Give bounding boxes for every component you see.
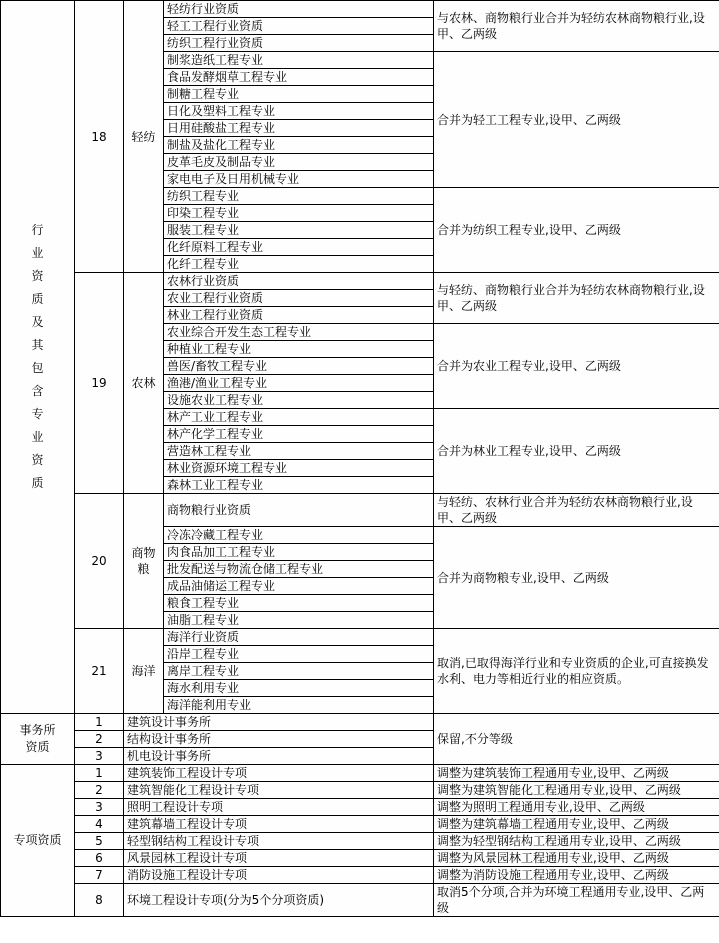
qualification-item-cell-text: 林业资源环境工程专业 — [167, 461, 288, 475]
qualification-item-cell — [124, 799, 434, 816]
row-number-cell — [75, 765, 124, 782]
qualification-item-cell — [124, 714, 434, 731]
table-row — [1, 867, 719, 884]
qualification-item-cell — [164, 256, 434, 273]
qualification-item-cell — [164, 341, 434, 358]
qualification-item-cell — [124, 748, 434, 765]
note-cell — [434, 833, 719, 850]
qualification-item-cell-text: 肉食品加工工程专业 — [167, 545, 276, 559]
row-number-cell — [75, 629, 124, 714]
row-number-cell — [75, 748, 124, 765]
table-row — [1, 799, 719, 816]
row-number-cell — [75, 833, 124, 850]
industry-cell-text: 农林 — [131, 376, 156, 390]
qual-table-body — [1, 1, 719, 917]
note-cell-text: 调整为消防设施工程通用专业,设甲、乙两级 — [437, 868, 669, 882]
table-row — [1, 273, 719, 290]
qualification-item-cell — [124, 816, 434, 833]
qualification-item-cell-text: 海洋能利用专业 — [167, 698, 252, 712]
note-cell-text: 调整为轻型钢结构工程通用专业,设甲、乙两级 — [437, 834, 681, 848]
qualification-item-cell — [164, 527, 434, 544]
qualification-item-cell-text: 建筑幕墙工程设计专项 — [127, 817, 248, 831]
row-number-cell — [75, 714, 124, 731]
qualification-item-cell-text: 林产化学工程专业 — [167, 427, 264, 441]
note-cell — [434, 273, 719, 324]
row-number-cell — [75, 782, 124, 799]
qualification-item-cell — [164, 69, 434, 86]
category-cell-text: 行业资质及其包含专业资质 — [31, 223, 44, 490]
note-cell — [434, 527, 719, 629]
note-cell-text: 合并为农业工程专业,设甲、乙两级 — [437, 359, 621, 373]
row-number-cell — [75, 731, 124, 748]
qualification-item-cell-text: 林业工程行业资质 — [167, 308, 264, 322]
qualification-item-cell — [164, 18, 434, 35]
qualification-item-cell — [164, 307, 434, 324]
industry-cell-text: 海洋 — [131, 664, 156, 678]
table-row — [1, 765, 719, 782]
qualification-item-cell — [124, 833, 434, 850]
row-number-cell — [75, 494, 124, 629]
qualification-item-cell — [164, 120, 434, 137]
note-cell — [434, 799, 719, 816]
row-number-cell-text: 3 — [95, 749, 103, 763]
qualification-item-cell-text: 油脂工程专业 — [167, 613, 240, 627]
qualification-item-cell-text: 商物粮行业资质 — [167, 503, 252, 517]
note-cell-text: 合并为林业工程专业,设甲、乙两级 — [437, 444, 621, 458]
industry-cell — [124, 494, 164, 629]
qualification-item-cell — [164, 358, 434, 375]
note-cell-text: 调整为风景园林工程通用专业,设甲、乙两级 — [437, 851, 669, 865]
qualification-item-cell — [164, 392, 434, 409]
row-number-cell-text: 3 — [95, 800, 103, 814]
row-number-cell-text: 5 — [95, 834, 103, 848]
qualification-item-cell-text: 农业工程行业资质 — [167, 291, 264, 305]
industry-cell-text: 商物粮 — [131, 546, 156, 576]
qualification-item-cell — [164, 205, 434, 222]
qualification-item-cell — [164, 544, 434, 561]
qualification-item-cell — [164, 103, 434, 120]
row-number-cell-text: 2 — [95, 732, 103, 746]
qualification-item-cell — [164, 460, 434, 477]
table-row — [1, 629, 719, 646]
qualification-item-cell — [164, 663, 434, 680]
qualification-item-cell — [124, 867, 434, 884]
qualification-item-cell-text: 制盐及盐化工程专业 — [167, 138, 276, 152]
qualification-item-cell-text: 建筑设计事务所 — [127, 715, 212, 729]
qualification-item-cell — [164, 477, 434, 494]
qualification-item-cell — [164, 612, 434, 629]
note-cell-text: 与轻纺、农林行业合并为轻纺农林商物粮行业,设甲、乙两级 — [437, 495, 693, 525]
qualification-item-cell-text: 建筑智能化工程设计专项 — [127, 783, 260, 797]
qualification-item-cell — [164, 188, 434, 205]
qualification-item-cell-text: 离岸工程专业 — [167, 664, 240, 678]
category-cell — [1, 765, 75, 917]
note-cell-text: 与农林、商物粮行业合并为轻纺农林商物粮行业,设甲、乙两级 — [437, 11, 705, 41]
qualification-item-cell — [164, 409, 434, 426]
note-cell — [434, 867, 719, 884]
note-cell-text: 合并为商物粮专业,设甲、乙两级 — [437, 570, 609, 585]
industry-cell — [124, 273, 164, 494]
qualification-item-cell — [164, 137, 434, 154]
note-cell-text: 调整为建筑装饰工程通用专业,设甲、乙两级 — [437, 766, 669, 780]
note-cell-text: 保留,不分等级 — [437, 732, 513, 746]
note-cell — [434, 1, 719, 52]
table-row — [1, 1, 719, 18]
qualification-item-cell-text: 皮革毛皮及制品专业 — [167, 155, 276, 169]
qualification-item-cell-text: 轻型钢结构工程设计专项 — [127, 834, 260, 848]
qualification-item-cell-text: 渔港/渔业工程专业 — [167, 376, 268, 390]
industry-cell — [124, 1, 164, 273]
table-row — [1, 494, 719, 527]
qualification-item-cell — [164, 154, 434, 171]
qualification-item-cell-text: 轻纺行业资质 — [167, 2, 240, 16]
row-number-cell — [75, 799, 124, 816]
qualification-item-cell-text: 印染工程专业 — [167, 206, 240, 220]
qualification-item-cell — [164, 86, 434, 103]
row-number-cell-text: 8 — [95, 893, 103, 907]
qualification-item-cell-text: 粮食工程专业 — [167, 596, 240, 610]
qualification-item-cell-text: 森林工业工程专业 — [167, 478, 264, 492]
qualification-item-cell-text: 批发配送与物流仓储工程专业 — [167, 562, 324, 576]
qualification-item-cell — [164, 680, 434, 697]
industry-cell-text: 轻纺 — [131, 129, 156, 144]
note-cell — [434, 765, 719, 782]
row-number-cell — [75, 816, 124, 833]
qualification-item-cell-text: 纺织工程专业 — [167, 189, 240, 203]
row-number-cell-text: 6 — [95, 851, 103, 865]
qualification-item-cell-text: 林产工业工程专业 — [167, 410, 264, 424]
qualification-item-cell — [124, 765, 434, 782]
note-cell — [434, 188, 719, 273]
qualification-item-cell-text: 机电设计事务所 — [127, 749, 212, 763]
qualification-item-cell — [124, 884, 434, 917]
qualification-item-cell — [164, 697, 434, 714]
qualification-item-cell — [124, 850, 434, 867]
note-cell-text: 合并为纺织工程专业,设甲、乙两级 — [437, 223, 621, 237]
note-cell-text: 合并为轻工工程专业,设甲、乙两级 — [437, 112, 621, 127]
qualification-item-cell — [124, 731, 434, 748]
qualification-item-cell — [164, 324, 434, 341]
qualification-item-cell-text: 农林行业资质 — [167, 274, 240, 288]
note-cell — [434, 324, 719, 409]
table-row — [1, 884, 719, 917]
note-cell — [434, 52, 719, 188]
note-cell — [434, 850, 719, 867]
note-cell — [434, 629, 719, 714]
table-row — [1, 714, 719, 731]
qualification-item-cell-text: 种植业工程专业 — [167, 342, 252, 356]
qualification-item-cell-text: 兽医/畜牧工程专业 — [167, 359, 268, 373]
qualification-item-cell-text: 制糖工程专业 — [167, 87, 240, 101]
qualification-item-cell-text: 化纤原料工程专业 — [167, 240, 264, 254]
table-row — [1, 833, 719, 850]
qualification-item-cell — [164, 171, 434, 188]
row-number-cell-text: 21 — [91, 664, 107, 678]
table-row — [1, 816, 719, 833]
row-number-cell — [75, 273, 124, 494]
qualification-item-cell — [164, 52, 434, 69]
row-number-cell — [75, 850, 124, 867]
note-cell-text: 与轻纺、商物粮行业合并为轻纺农林商物粮行业,设甲、乙两级 — [437, 283, 705, 313]
row-number-cell-text: 1 — [95, 766, 103, 780]
qualification-item-cell — [164, 222, 434, 239]
qualification-item-cell — [124, 782, 434, 799]
qualification-item-cell — [164, 239, 434, 256]
note-cell-text: 调整为照明工程通用专业,设甲、乙两级 — [437, 800, 645, 814]
qualification-item-cell — [164, 578, 434, 595]
qualification-item-cell — [164, 273, 434, 290]
qualification-item-cell-text: 冷冻冷藏工程专业 — [167, 528, 264, 542]
category-cell-text: 专项资质 — [13, 833, 62, 847]
note-cell — [434, 782, 719, 799]
note-cell-text: 取消,已取得海洋行业和专业资质的企业,可直接换发水利、电力等相近行业的相应资质。 — [437, 656, 709, 686]
qualification-item-cell — [164, 375, 434, 392]
qualification-item-cell-text: 家电电子及日用机械专业 — [167, 172, 300, 186]
row-number-cell — [75, 884, 124, 917]
row-number-cell-text: 7 — [95, 868, 103, 882]
qualification-item-cell-text: 风景园林工程设计专项 — [127, 851, 248, 865]
qualification-item-cell-text: 照明工程设计专项 — [127, 800, 224, 814]
note-cell-text: 调整为建筑智能化工程通用专业,设甲、乙两级 — [437, 783, 681, 797]
row-number-cell-text: 4 — [95, 817, 103, 831]
note-cell — [434, 816, 719, 833]
note-cell — [434, 409, 719, 494]
qualification-item-cell-text: 纺织工程行业资质 — [167, 36, 264, 50]
row-number-cell — [75, 867, 124, 884]
qualification-item-cell — [164, 35, 434, 52]
note-cell-text: 调整为建筑幕墙工程通用专业,设甲、乙两级 — [437, 817, 669, 831]
row-number-cell-text: 18 — [91, 129, 107, 144]
note-cell — [434, 494, 719, 527]
category-cell-text: 事务所资质 — [19, 723, 56, 754]
industry-cell — [124, 629, 164, 714]
note-cell — [434, 714, 719, 765]
qualification-item-cell-text: 日用硅酸盐工程专业 — [167, 121, 276, 135]
qualification-item-cell-text: 服装工程专业 — [167, 223, 240, 237]
qualification-item-cell — [164, 426, 434, 443]
row-number-cell-text: 20 — [91, 554, 107, 568]
qualification-item-cell — [164, 1, 434, 18]
qualification-item-cell-text: 消防设施工程设计专项 — [127, 868, 248, 882]
qualification-item-cell-text: 沿岸工程专业 — [167, 647, 240, 661]
note-cell-text: 取消5个分项,合并为环境工程通用专业,设甲、乙两级 — [437, 885, 705, 915]
qualification-item-cell-text: 海水利用专业 — [167, 681, 240, 695]
qualification-item-cell-text: 营造林工程专业 — [167, 444, 252, 458]
note-cell — [434, 884, 719, 917]
category-cell — [1, 1, 75, 714]
qualification-item-cell-text: 成品油储运工程专业 — [167, 579, 276, 593]
row-number-cell-text: 2 — [95, 783, 103, 797]
qualification-item-cell — [164, 595, 434, 612]
qualification-item-cell — [164, 561, 434, 578]
row-number-cell-text: 1 — [95, 715, 103, 729]
qualification-item-cell-text: 环境工程设计专项(分为5个分项资质) — [127, 893, 324, 907]
row-number-cell-text: 19 — [91, 376, 107, 390]
row-number-cell — [75, 1, 124, 273]
qualification-item-cell-text: 食品发酵烟草工程专业 — [167, 70, 288, 84]
qualification-item-cell — [164, 443, 434, 460]
table-row — [1, 782, 719, 799]
qualification-item-cell-text: 海洋行业资质 — [167, 630, 240, 644]
qualification-item-cell — [164, 629, 434, 646]
qualification-item-cell-text: 轻工工程行业资质 — [167, 19, 264, 33]
qualification-item-cell-text: 日化及塑料工程专业 — [167, 104, 276, 118]
qualification-item-cell-text: 结构设计事务所 — [127, 732, 212, 746]
qualification-item-cell-text: 设施农业工程专业 — [167, 393, 264, 407]
qualification-item-cell-text: 制浆造纸工程专业 — [167, 53, 264, 67]
qualification-item-cell — [164, 494, 434, 527]
table-row — [1, 850, 719, 867]
qualification-item-cell — [164, 290, 434, 307]
qualification-item-cell-text: 建筑装饰工程设计专项 — [127, 766, 248, 780]
qualification-item-cell-text: 农业综合开发生态工程专业 — [167, 325, 312, 339]
category-cell — [1, 714, 75, 765]
qualification-item-cell — [164, 646, 434, 663]
qualification-item-cell-text: 化纤工程专业 — [167, 257, 240, 271]
